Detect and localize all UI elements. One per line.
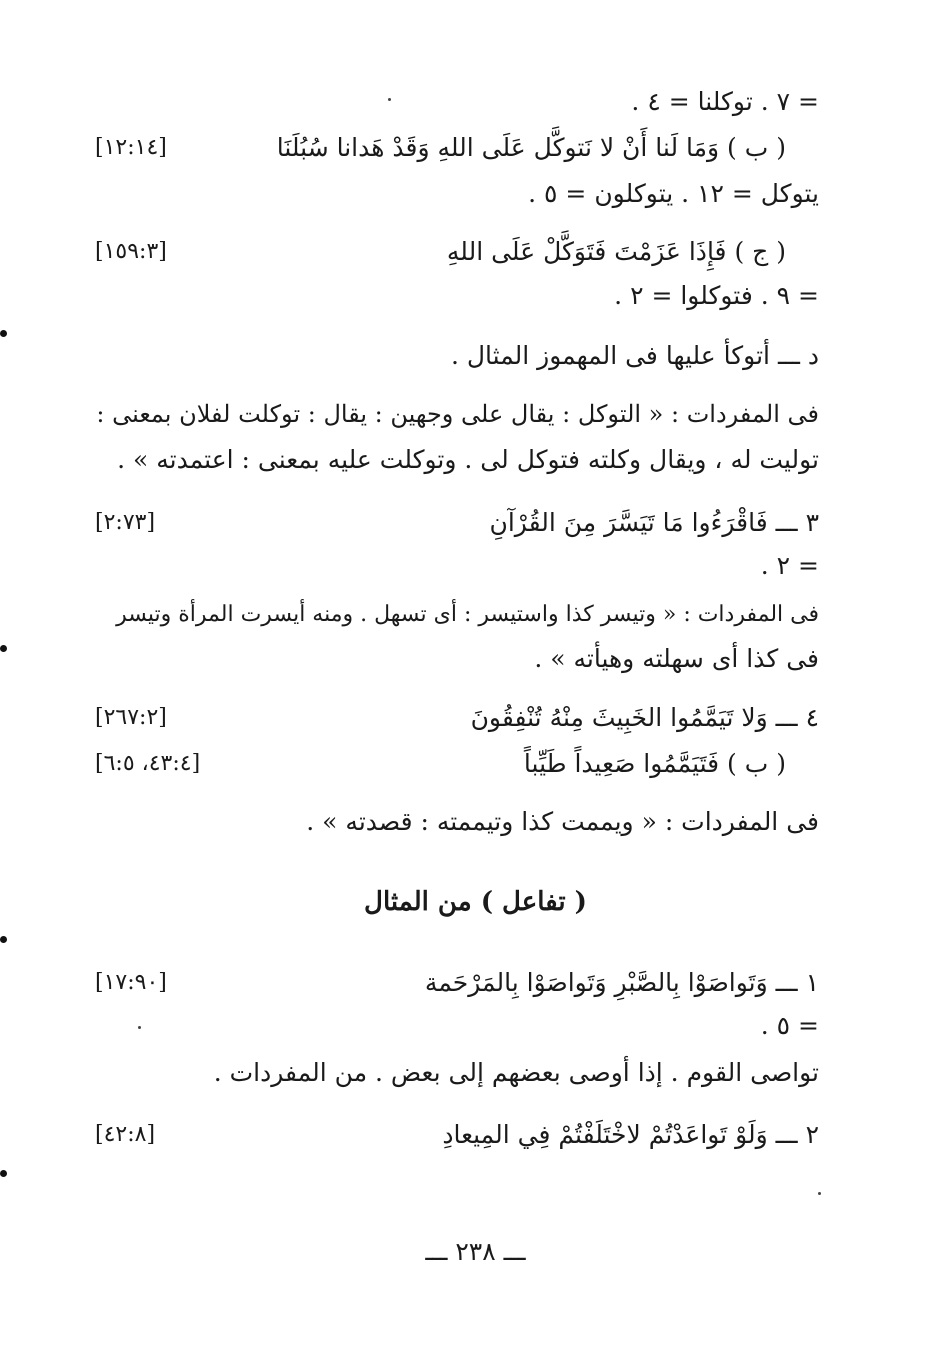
line-text: فى المفردات : « وتيسر كذا واستيسر : أى تسهل . ومنه أيسرت المرأة وتيسر — [116, 602, 819, 627]
line-text: فى المفردات : « التوكل : يقال على وجهين : يقال : توكلت لفلان بمعنى : — [96, 400, 819, 428]
verse-line — [95, 700, 819, 736]
line-text: توليت له ، ويقال وكلته فتوكل لى . وتوكلت عليه بمعنى : اعتمدته » . — [117, 445, 819, 474]
line-text: = ٢ . — [760, 551, 819, 580]
verse-text: ( ب ) فَتَيَمَّمُوا صَعِيداً طَيِّباً — [523, 749, 786, 778]
verse-text: ٢ ـــ وَلَوْ تَواعَدْتُمْ لاخْتَلَفْتُمْ فِي المِيعادِ — [442, 1120, 819, 1149]
scan-speck — [138, 1026, 141, 1029]
verse-text: ٣ ـــ فَاقْرَءُوا مَا تَيَسَّرَ مِنَ القُرْآنِ — [489, 508, 819, 537]
line-text: فى كذا أى سهلته وهيأته » . — [534, 644, 819, 673]
verse-line — [95, 1117, 819, 1153]
scan-edge-mark — [0, 936, 7, 943]
verse-text: ١ ـــ وَتَواصَوْا بِالصَّبْرِ وَتَواصَوْا بِالمَرْحَمة — [424, 968, 819, 997]
verse-text: ٤ ـــ وَلا تَيَمَّمُوا الخَبِيثَ مِنْهُ تُنْفِقُونَ — [470, 703, 819, 732]
line-text: = ٩ . فتوكلوا = ٢ . — [614, 281, 819, 310]
line-text: د ـــ أتوكأ عليها فى المهموز المثال . — [450, 341, 819, 370]
text-line — [95, 396, 819, 432]
verse-reference: [١٢:١٤] — [95, 135, 167, 160]
verse-line — [95, 965, 819, 1001]
line-text: = ٧ . توكلنا = ٤ . — [631, 87, 819, 116]
text-line — [95, 338, 819, 374]
verse-text: ( ج ) فَإِذَا عَزَمْتَ فَتَوَكَّلْ عَلَى اللهِ — [446, 237, 786, 266]
verse-reference: [٤٣:٤، ٦:٥] — [95, 751, 201, 776]
verse-reference: [٢:٧٣] — [95, 510, 156, 535]
text-line — [95, 1008, 819, 1044]
text-line — [95, 641, 819, 677]
line-text: يتوكل = ١٢ . يتوكلون = ٥ . — [528, 179, 819, 208]
verse-reference: [٤٢:٨] — [95, 1122, 156, 1147]
verse-text: ( ب ) وَمَا لَنا أَنْ لا نَتوكَّل عَلَى اللهِ وَقَدْ هَدانا سُبُلَنَا — [276, 133, 786, 162]
section-heading: ( تفاعل ) من المثال — [364, 887, 587, 917]
text-line — [95, 1055, 819, 1091]
verse-line — [95, 505, 819, 541]
line-text: = ٥ . — [760, 1011, 819, 1040]
text-line — [95, 278, 819, 314]
verse-line — [95, 130, 786, 166]
scan-edge-mark — [0, 330, 7, 337]
line-text: فى المفردات : « ويممت كذا وتيممته : قصدته » . — [306, 807, 819, 836]
line-text: تواصى القوم . إذا أوصى بعضهم إلى بعض . من المفردات . — [213, 1058, 819, 1087]
verse-line — [95, 746, 786, 782]
text-line — [95, 84, 819, 120]
page-number: ـــ ٢٣٨ ـــ — [425, 1237, 526, 1266]
scan-edge-mark — [0, 645, 7, 652]
scan-speck — [818, 1192, 821, 1195]
verse-reference: [٢٦٧:٢] — [95, 705, 167, 730]
scan-speck — [388, 98, 391, 101]
verse-reference: [١٧:٩٠] — [95, 970, 167, 995]
text-line — [95, 595, 819, 633]
text-line — [95, 176, 819, 212]
text-line — [95, 804, 819, 840]
verse-reference: [١٥٩:٣] — [95, 239, 167, 264]
verse-line — [95, 234, 786, 270]
scan-edge-mark — [0, 1170, 7, 1177]
text-line — [95, 548, 819, 584]
text-line — [95, 442, 819, 478]
